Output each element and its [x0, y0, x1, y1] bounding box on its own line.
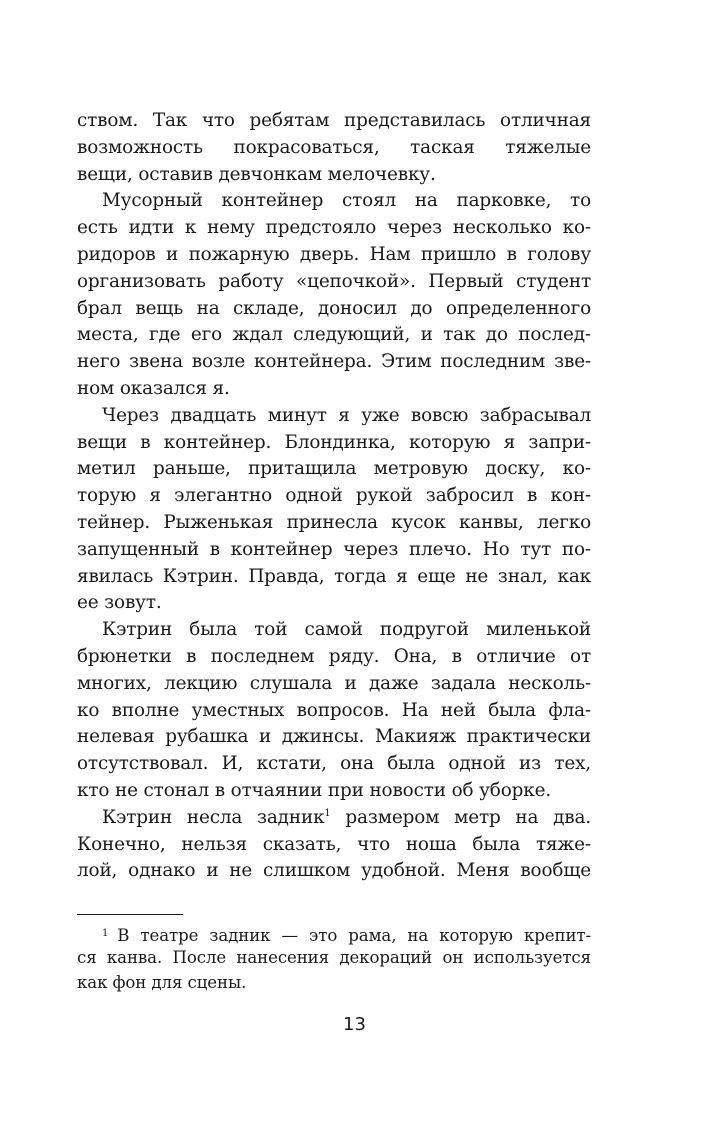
text-line: него звена возле контейнера. Этим последним зве-	[77, 351, 591, 373]
text-line: ко вполне уместных вопросов. На ней была фла-	[77, 699, 591, 721]
paragraph-start-line	[77, 805, 591, 832]
paragraph-start-line: Через двадцать минут я уже вовсю забрасывал	[102, 404, 591, 426]
footnote-line: ся канва. После нанесения декораций он используется	[77, 948, 591, 968]
text-segment: размером метр на два.	[330, 806, 591, 828]
text-line: многих, лекцию слушала и даже задала несколь-	[77, 672, 591, 694]
text-line: явилась Кэтрин. Правда, тогда я еще не знал, как	[77, 565, 591, 587]
paragraph-start-line: Мусорный контейнер стоял на парковке, то	[102, 190, 591, 212]
text-line: метил раньше, притащила метровую доску, ко-	[77, 458, 591, 480]
body-text	[77, 108, 591, 885]
text-line: торую я элегантно одной рукой забросил в кон-	[77, 485, 591, 507]
text-line: Конечно, нельзя сказать, что ноша была тяже-	[77, 833, 591, 855]
footnote-line: как фон для сцены.	[77, 972, 247, 992]
paragraph-start-line: Кэтрин была той самой подругой миленькой	[102, 619, 591, 641]
text-line: вещи в контейнер. Блондинка, которую я запри-	[77, 431, 591, 453]
text-line: ее зовут.	[77, 592, 162, 614]
text-line: кто не стонал в отчаянии при новости об уборке.	[77, 779, 552, 801]
text-line: тейнер. Рыженькая принесла кусок канвы, легко	[77, 511, 591, 533]
text-line: отсутствовал. И, кстати, она была одной из тех,	[77, 753, 591, 775]
footnote-divider	[77, 914, 183, 915]
text-line: ством. Так что ребятам представилась отличная	[77, 110, 591, 131]
footnote-text: В театре задник — это рама, на которую крепит-	[117, 926, 591, 945]
footnote	[77, 922, 591, 995]
text-line: запущенный в контейнер через плечо. Но тут по-	[77, 538, 591, 560]
text-segment: Кэтрин несла задник	[102, 806, 325, 828]
text-line: брал вещь на складе, доносил до определенного	[77, 297, 591, 319]
text-line: брюнетки в последнем ряду. Она, в отличие от	[77, 645, 591, 667]
text-line: есть идти к нему предстояло через несколько ко-	[77, 217, 591, 239]
page-number: 13	[343, 1014, 366, 1035]
text-line: ном оказался я.	[77, 377, 230, 399]
text-line: ридоров и пожарную дверь. Нам пришло в голову	[77, 243, 591, 265]
text-line: организовать работу «цепочкой». Первый студент	[77, 270, 591, 292]
text-line: нелевая рубашка и джинсы. Макияж практически	[77, 726, 591, 748]
text-line: вещи, оставив девчонкам мелочевку.	[77, 163, 436, 185]
footnote-line	[77, 922, 591, 946]
footnote-reference[interactable]: 1	[324, 807, 331, 819]
text-line: возможность покрасоваться, таская тяжелые	[77, 136, 591, 158]
text-line: места, где его ждал следующий, и так до послед-	[77, 324, 591, 346]
footnote-number: 1	[102, 928, 109, 939]
text-line: лой, однако и не слишком удобной. Меня вообще	[77, 860, 591, 882]
